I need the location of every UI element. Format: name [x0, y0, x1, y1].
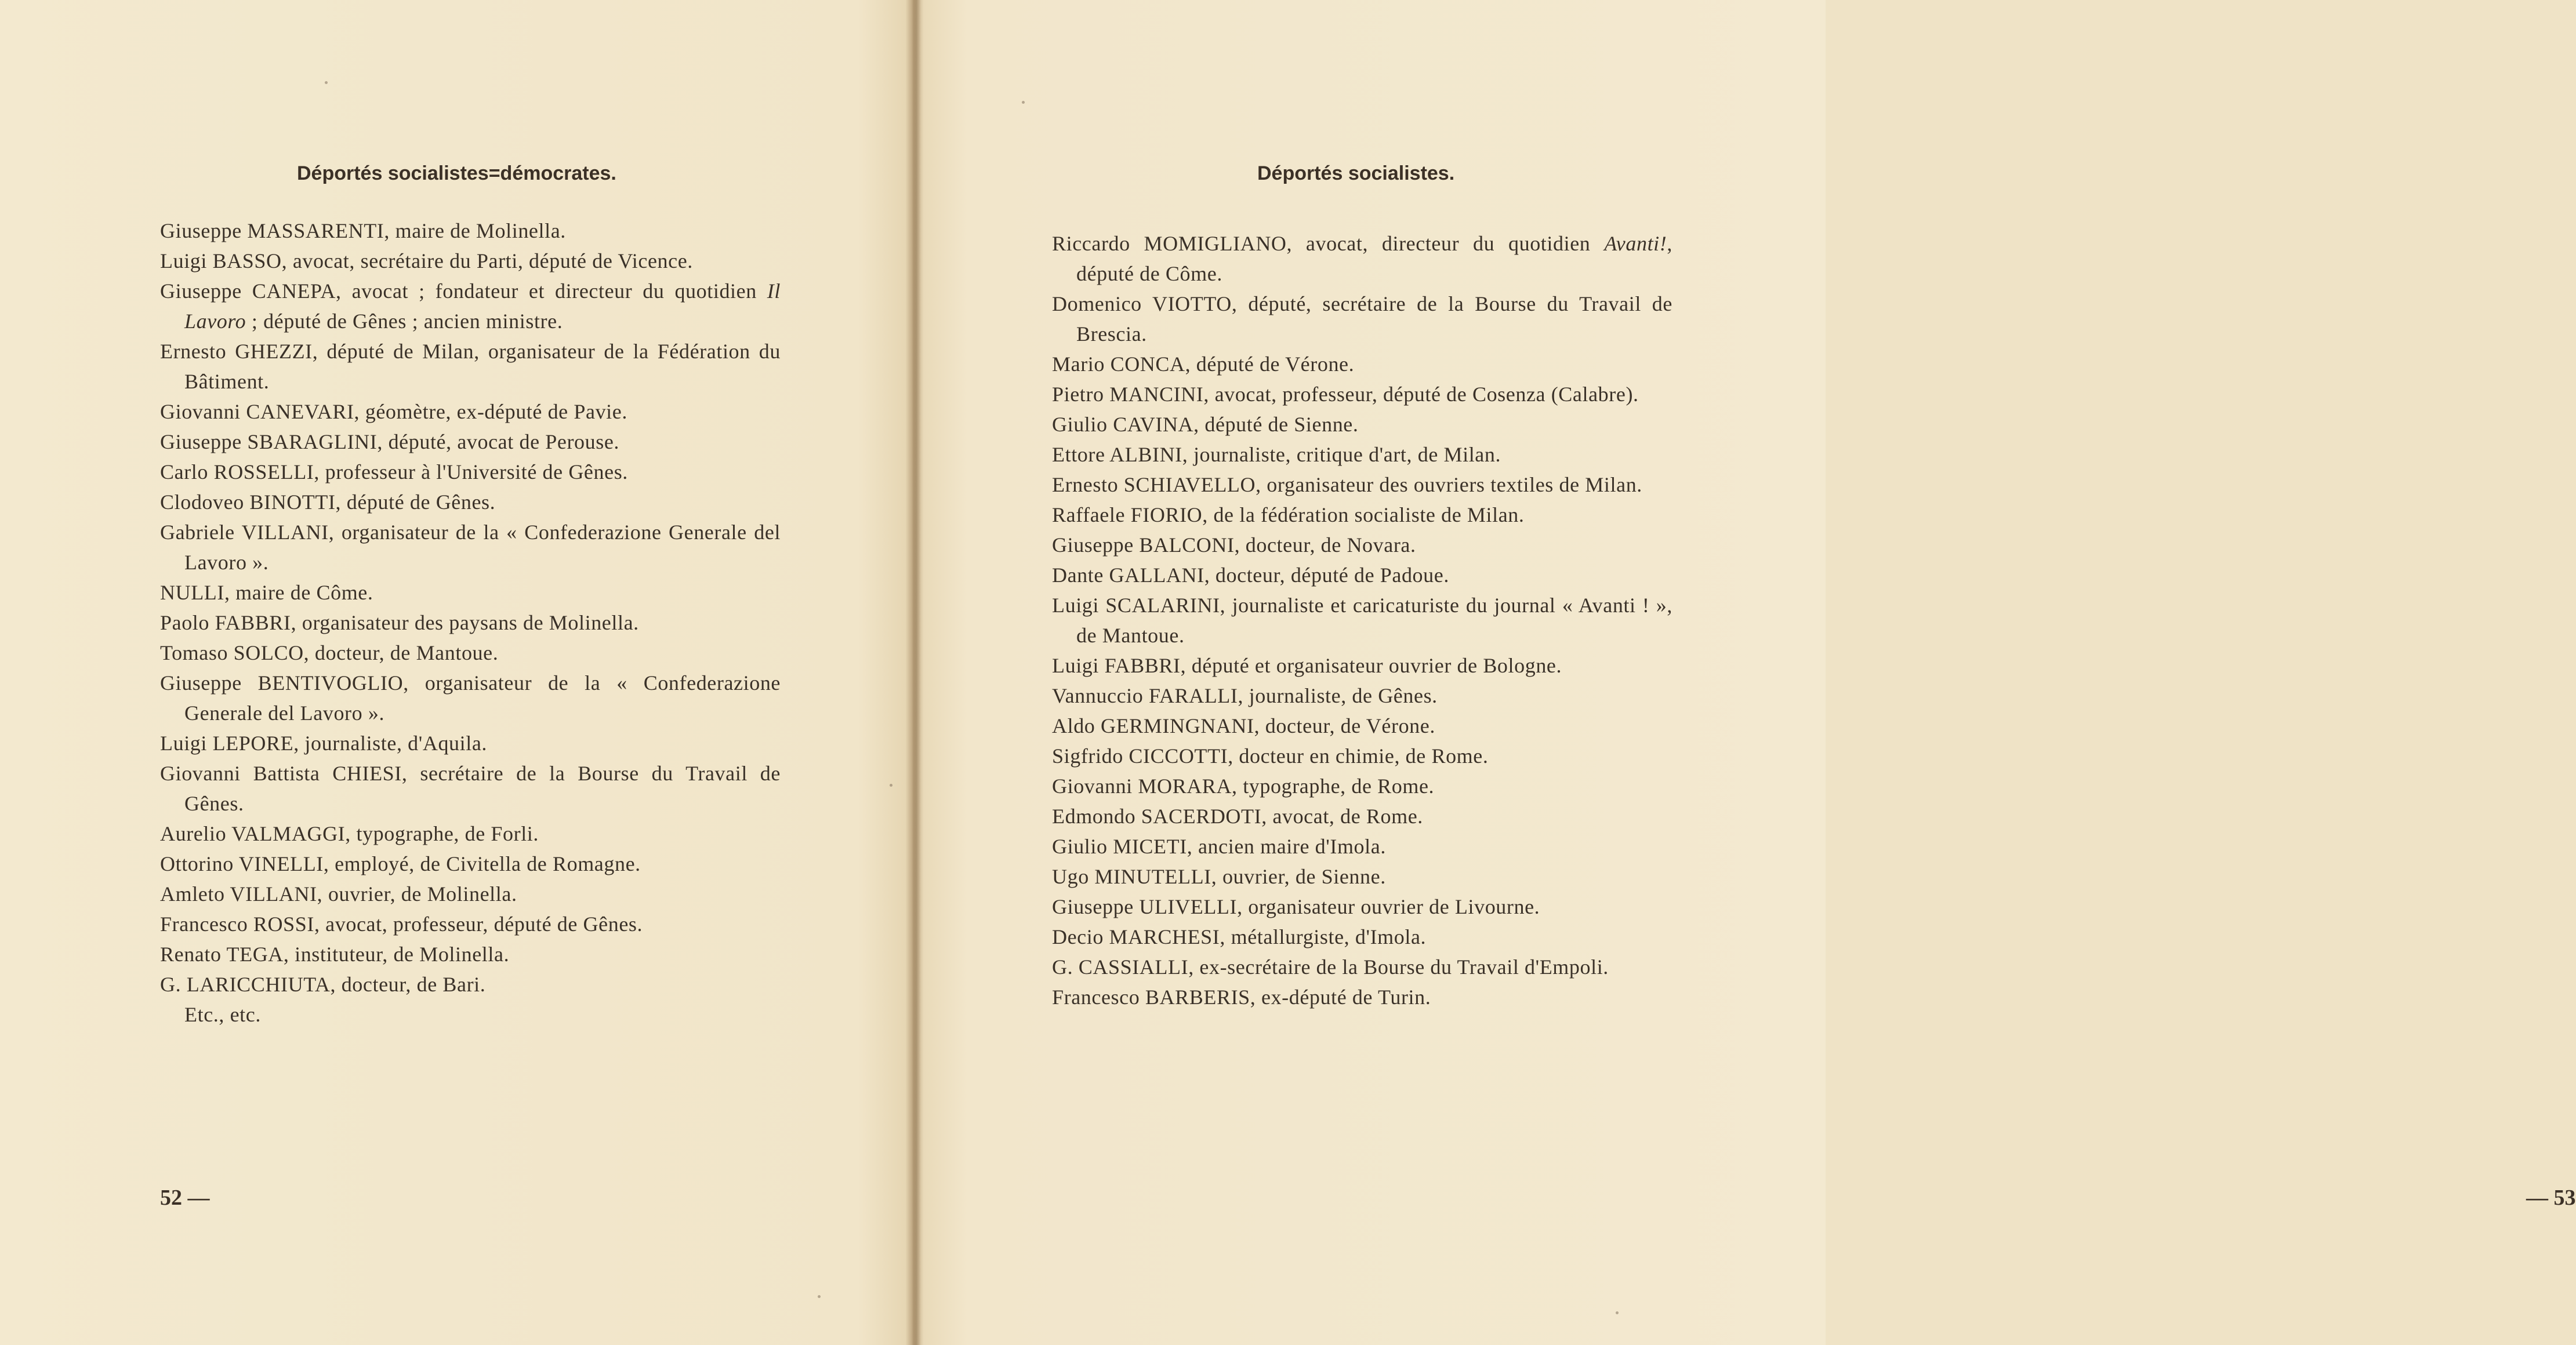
list-item: Giuseppe CANEPA, avocat ; fondateur et directeur du quotidien Il Lavoro ; député de Gênes ; ancien ministre.	[160, 279, 781, 333]
right-page-heading: Déportés socialistes.	[1257, 162, 1455, 184]
list-item: Vannuccio FARALLI, journaliste, de Gênes.	[1052, 684, 1438, 707]
list-item: Ernesto GHEZZI, député de Milan, organisateur de la Fédération du Bâtiment.	[160, 340, 781, 393]
list-item: Giovanni CANEVARI, géomètre, ex-député de Pavie.	[160, 400, 627, 423]
list-item: Aldo GERMINGNANI, docteur, de Vérone.	[1052, 714, 1435, 737]
list-item: Luigi SCALARINI, journaliste et caricaturiste du journal « Avanti ! », de Mantoue.	[1052, 594, 1672, 647]
list-item: Aurelio VALMAGGI, typographe, de Forli.	[160, 822, 539, 845]
list-item: Ugo MINUTELLI, ouvrier, de Sienne.	[1052, 865, 1386, 888]
list-item: Amleto VILLANI, ouvrier, de Molinella.	[160, 882, 517, 906]
list-item: Ottorino VINELLI, employé, de Civitella de Romagne.	[160, 852, 641, 875]
gutter-fold	[912, 0, 921, 1345]
list-item: Sigfrido CICCOTTI, docteur en chimie, de Rome.	[1052, 744, 1489, 768]
list-item: Carlo ROSSELLI, professeur à l'Université de Gênes.	[160, 460, 628, 484]
list-item: G. CASSIALLI, ex-secrétaire de la Bourse du Travail d'Empoli.	[1052, 955, 1609, 979]
list-item: Edmondo SACERDOTI, avocat, de Rome.	[1052, 805, 1423, 828]
paper-speck	[818, 1295, 821, 1298]
list-item: Giovanni MORARA, typographe, de Rome.	[1052, 775, 1435, 798]
list-item: Giovanni Battista CHIESI, secrétaire de la Bourse du Travail de Gênes.	[160, 762, 781, 815]
right-page-number: — 53	[2526, 1186, 2576, 1210]
list-item: Giuseppe ULIVELLI, organisateur ouvrier de Livourne.	[1052, 895, 1540, 918]
list-item: Tomaso SOLCO, docteur, de Mantoue.	[160, 641, 499, 664]
list-item: Raffaele FIORIO, de la fédération socialiste de Milan.	[1052, 503, 1525, 526]
list-item: Mario CONCA, député de Vérone.	[1052, 352, 1355, 376]
list-item: Dante GALLANI, docteur, député de Padoue.	[1052, 564, 1449, 587]
list-item: Domenico VIOTTO, député, secrétaire de la Bourse du Travail de Brescia.	[1052, 292, 1672, 346]
left-deportee-list	[160, 216, 781, 1030]
list-item: Luigi LEPORE, journaliste, d'Aquila.	[160, 732, 488, 755]
list-closing: Etc., etc.	[184, 1003, 261, 1026]
list-item: NULLI, maire de Côme.	[160, 581, 373, 604]
list-item: Ettore ALBINI, journaliste, critique d'art, de Milan.	[1052, 443, 1501, 466]
list-item: Giuseppe MASSARENTI, maire de Molinella.	[160, 219, 566, 242]
list-item: Giuseppe SBARAGLINI, député, avocat de Perouse.	[160, 430, 620, 453]
list-item: G. LARICCHIUTA, docteur, de Bari.	[160, 973, 486, 996]
paper-speck	[1022, 101, 1025, 104]
list-item: Giuseppe BENTIVOGLIO, organisateur de la « Confederazione Generale del Lavoro ».	[160, 671, 781, 725]
list-item: Giulio MICETI, ancien maire d'Imola.	[1052, 835, 1386, 858]
list-item: Ernesto SCHIAVELLO, organisateur des ouvriers textiles de Milan.	[1052, 473, 1642, 496]
paper-speck	[890, 784, 892, 787]
list-item: Decio MARCHESI, métallurgiste, d'Imola.	[1052, 925, 1427, 948]
list-item: Renato TEGA, instituteur, de Molinella.	[160, 943, 510, 966]
list-item: Francesco BARBERIS, ex-député de Turin.	[1052, 986, 1431, 1009]
left-page-number: 52 —	[160, 1186, 210, 1210]
list-item: Riccardo MOMIGLIANO, avocat, directeur du quotidien Avanti!, député de Côme.	[1052, 232, 1672, 285]
paper-speck	[325, 81, 328, 84]
list-item: Clodoveo BINOTTI, député de Gênes.	[160, 490, 496, 514]
list-item: Luigi FABBRI, député et organisateur ouvrier de Bologne.	[1052, 654, 1562, 677]
list-item: Francesco ROSSI, avocat, professeur, député de Gênes.	[160, 913, 643, 936]
list-item: Luigi BASSO, avocat, secrétaire du Parti, député de Vicence.	[160, 249, 693, 272]
list-item: Pietro MANCINI, avocat, professeur, député de Cosenza (Calabre).	[1052, 383, 1639, 406]
list-item: Giulio CAVINA, député de Sienne.	[1052, 413, 1359, 436]
right-deportee-list	[1052, 228, 1672, 1012]
right-page	[922, 0, 2576, 1345]
list-item: Giuseppe BALCONI, docteur, de Novara.	[1052, 533, 1416, 557]
list-item: Gabriele VILLANI, organisateur de la « Confederazione Generale del Lavoro ».	[160, 521, 781, 574]
left-page	[0, 0, 910, 1345]
paper-speck	[1616, 1311, 1619, 1314]
left-page-heading: Déportés socialistes=démocrates.	[297, 162, 616, 184]
list-item: Paolo FABBRI, organisateur des paysans de Molinella.	[160, 611, 639, 634]
